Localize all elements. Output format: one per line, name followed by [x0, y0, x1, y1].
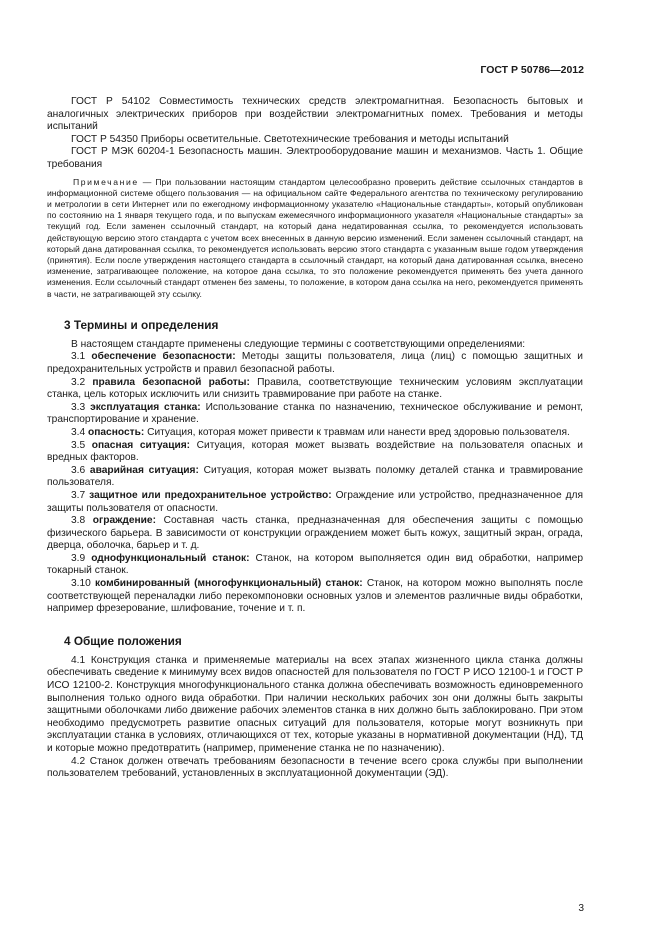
note: [47, 177, 583, 300]
term-definition: 3.5 опасная ситуация: Ситуация, которая может вызвать воздействие на пользователя опасных и вредных факторов.: [47, 439, 583, 464]
term-definition: 3.10 комбинированный (многофункциональный) станок: Станок, на котором можно выполнять после соответствующей переналадки либо перекомпоновки основных узлов и элементов различные виды обработки, например фрезерование, шлифование, точение и т. п.: [47, 578, 583, 615]
note-label: Примечание: [73, 176, 139, 187]
page-number: 3: [578, 903, 584, 914]
term-definition: 3.7 защитное или предохранительное устройство: Ограждение или устройство, предназначенное для защиты пользователя от опасности.: [47, 489, 584, 514]
term: опасность:: [88, 426, 145, 438]
reference-item: ГОСТ Р МЭК 60204-1 Безопасность машин. Электрооборудование машин и механизмов. Часть 1. Общие требования: [47, 146, 583, 170]
term: ограждение:: [92, 515, 156, 527]
term: защитное или предохранительное устройство:: [89, 489, 332, 501]
section-3-intro: В настоящем стандарте применены следующие термины с соответствующими определениями:: [71, 338, 526, 350]
note-text: — При пользовании настоящим стандартом целесообразно проверить действие ссылочных стандартов в информационной системе общего пользования — на официальном сайте Федерального агентства по техническому регулированию и метрологии в сети Интернет или по ежегодному информационному указателю «Национальные стандарты», который опубликован по состоянию на 1 января текущего года, и по выпускам ежемесячного информационного указателя «Национальные стандарты» за текущий год. Если заменен ссылочный стандарт, на который дана недатированная ссылка, то рекомендуется использовать действующую версию этого стандарта с учетом всех внесенных в данную версию изменений. Если заменен ссылочный стандарт, на который дана датированная ссылка, то рекомендуется использовать версию этого стандарта с указанным выше годом утверждения (принятия). Если после утверждения настоящего стандарта в ссылочный стандарт, на который дана датированная ссылка, внесено изменение, затрагивающее положение, на которое дана ссылка, то это положение рекомендуется применять без учета данного изменения. Если ссылочный стандарт отменен без замены, то положение, в котором дана ссылка на него, рекомендуется применять в части, не затрагивающей эту ссылку.: [47, 176, 583, 299]
term: опасная ситуация:: [91, 439, 191, 451]
term: эксплуатация станка:: [90, 401, 201, 413]
term: комбинированный (многофункциональный) станок:: [95, 578, 363, 590]
term-definition: 3.8 ограждение: Составная часть станка, предназначенная для обеспечения защиты с помощью физического барьера. В зависимости от конструкции ограждением может быть кожух, защитный экран, ограда, дверца, оболочка, барьер и т. д.: [47, 515, 583, 552]
term: аварийная ситуация:: [89, 464, 199, 476]
document-code: ГОСТ Р 50786—2012: [480, 64, 584, 76]
term: однофункциональный станок:: [91, 552, 250, 564]
section-4-title: 4 Общие положения: [64, 633, 182, 648]
term-definition: 3.4 опасность: Ситуация, которая может привести к травмам или нанести вред здоровью пользователя.: [71, 426, 570, 438]
document-body: [47, 96, 583, 781]
term-definition: 3.1 обеспечение безопасности: Методы защиты пользователя, лица (лиц) с помощью защитных и предохранительных устройств и правил безопасной работы.: [47, 351, 583, 375]
term: правила безопасной работы:: [92, 376, 250, 388]
reference-item: ГОСТ Р 54350 Приборы осветительные. Светотехнические требования и методы испытаний: [71, 133, 509, 145]
term-definition: 3.2 правила безопасной работы: Правила, соответствующие техническим условиям эксплуатации станка, цель которых исключить или снизить травмирование при работе на станке.: [47, 376, 583, 401]
section-3-title: 3 Термины и определения: [64, 317, 219, 332]
reference-item: ГОСТ Р 54102 Совместимость технических средств электромагнитная. Безопасность бытовых и аналогичных электрических приборов при воздействии электромагнитных помех. Требования и методы испытаний: [47, 96, 583, 133]
term-definition: 3.6 аварийная ситуация: Ситуация, которая может вызвать поломку деталей станка и травмирование пользователя.: [47, 464, 583, 489]
term: обеспечение безопасности:: [91, 351, 236, 363]
section-4-paragraph: 4.2 Станок должен отвечать требованиям безопасности в течение всего срока службы при выполнении пользователем требований, установленных в эксплуатационной документации (ЭД).: [47, 755, 583, 780]
term-definition: 3.9 однофункциональный станок: Станок, на котором выполняется один вид обработки, например токарный станок.: [47, 552, 583, 577]
term-definition: 3.3 эксплуатация станка: Использование станка по назначению, техническое обслуживание и ремонт, транспортирование и хранение.: [47, 401, 583, 426]
section-4-paragraph: 4.1 Конструкция станка и применяемые материалы на всех этапах жизненного цикла станка должны обеспечивать сведение к минимуму всех видов опасностей для пользователя по ГОСТ Р ИСО 12100-1 и ГОСТ Р ИСО 12100-2. Конструкция многофункционального станка должна обеспечивать возможность единовременного выполнения только одного вида обработки. При наличии нескольких рабочих зон они должны быть закрыты защитными оболочками либо движение рабочих элементов станка в них должно быть заблокировано. При этом необходимо предусмотреть развитие опасных ситуаций для пользователя, которые могут возникнуть при эксплуатации станка в условиях, отличающихся от тех, которые указаны в нормативной документации (НД), ТД и которые можно предотвратить (например, применение станка не по назначению).: [47, 654, 583, 755]
